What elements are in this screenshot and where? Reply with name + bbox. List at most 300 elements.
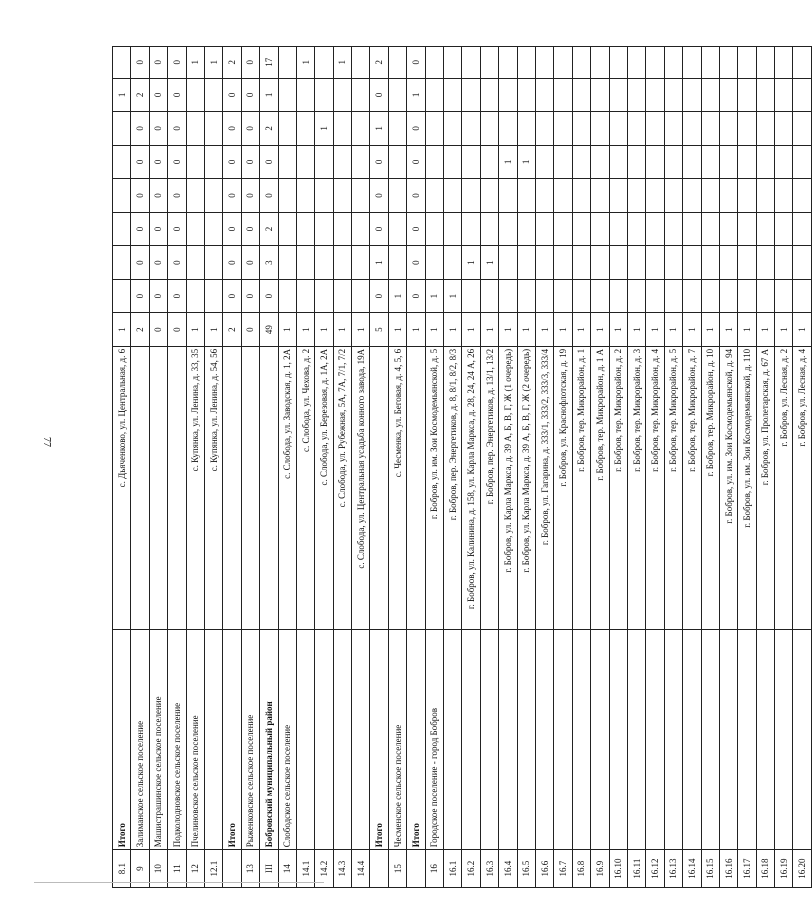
address-cell: с. Слобода, ул. Чехова, д. 2 [296,346,314,629]
value-cell [793,78,811,112]
value-cell: 1 [719,313,737,347]
value-cell: 1 [407,313,425,347]
value-cell [425,145,443,179]
value-cell: 2 [131,78,149,112]
value-cell: 0 [260,179,278,213]
table-row [352,47,370,888]
value-cell [278,246,296,280]
value-cell [517,47,535,79]
value-cell [535,47,553,79]
value-cell: 1 [480,246,498,280]
value-cell [756,179,774,213]
row-number-cell: 14.1 [296,850,314,888]
value-cell [591,47,609,79]
value-cell [535,279,553,313]
row-number-cell [370,850,388,888]
address-cell: с. Слобода, ул. Рубежная, 5А, 7А, 7/1, 7/2 [333,346,351,629]
value-cell [646,179,664,213]
settlement-name-cell: Итого [370,630,388,850]
value-cell: 0 [131,246,149,280]
value-cell [204,212,222,246]
value-cell [204,179,222,213]
value-cell: 0 [241,47,259,79]
value-cell [499,112,517,146]
value-cell [278,47,296,79]
value-cell: 0 [241,145,259,179]
value-cell [462,145,480,179]
value-cell [554,179,572,213]
address-cell: г. Бобров, ул. Калинина, д. 158, ул. Карла Маркса, д. 28, 24, 24 А, 26 [462,346,480,629]
value-cell [113,145,131,179]
settlement-name-cell: Рыженковское сельское поселение [241,630,259,850]
value-cell: 0 [149,279,167,313]
table-row [591,47,609,888]
table-row [627,47,645,888]
table-row [131,47,149,888]
value-cell: 2 [223,47,241,79]
address-cell: г. Бобров, тер. Микрорайон, д. 3 [627,346,645,629]
value-cell: 1 [646,313,664,347]
value-cell [204,279,222,313]
address-cell: г. Бобров, тер. Микрорайон, д. 4 [646,346,664,629]
value-cell [535,179,553,213]
table-row [554,47,572,888]
value-cell [517,78,535,112]
value-cell [756,246,774,280]
value-cell [462,279,480,313]
address-cell [260,346,278,629]
value-cell [793,145,811,179]
value-cell [627,78,645,112]
value-cell [793,212,811,246]
value-cell [204,145,222,179]
value-cell [775,246,793,280]
settlement-name-cell [444,630,462,850]
value-cell: 0 [223,179,241,213]
value-cell [554,145,572,179]
value-cell: 0 [168,112,186,146]
value-cell [499,212,517,246]
address-cell: г. Бобров, ул. им. Зои Космодемьянской, д. 5 [425,346,443,629]
table-row [462,47,480,888]
value-cell: 1 [609,313,627,347]
value-cell: 0 [168,246,186,280]
value-cell [738,47,756,79]
value-cell: 0 [168,279,186,313]
value-cell [646,145,664,179]
value-cell [664,179,682,213]
value-cell: 5 [370,313,388,347]
value-cell [499,78,517,112]
value-cell [186,112,204,146]
value-cell [186,179,204,213]
value-cell [683,179,701,213]
address-cell: г. Бобров, пер. Энергетиков, д. 13/1, 13/2 [480,346,498,629]
value-cell: 1 [627,313,645,347]
value-cell [296,78,314,112]
value-cell: 1 [683,313,701,347]
value-cell [591,78,609,112]
settlement-name-cell [793,630,811,850]
table-row [793,47,811,888]
value-cell [701,179,719,213]
table-row [425,47,443,888]
value-cell: 1 [499,145,517,179]
value-cell [315,179,333,213]
table-row [149,47,167,888]
value-cell [499,279,517,313]
table-row [370,47,388,888]
table-row [646,47,664,888]
value-cell [425,246,443,280]
value-cell: 1 [186,313,204,347]
value-cell [683,47,701,79]
value-cell [113,179,131,213]
value-cell: 1 [278,313,296,347]
value-cell [278,145,296,179]
row-number-cell: 12.1 [204,850,222,888]
value-cell [204,78,222,112]
value-cell: 2 [370,47,388,79]
value-cell [425,179,443,213]
row-number-cell: 16.9 [591,850,609,888]
settlement-name-cell [701,630,719,850]
row-number-cell: 16.13 [664,850,682,888]
value-cell: 1 [315,313,333,347]
rotated-table-wrapper [112,46,808,888]
value-cell: 0 [149,246,167,280]
table-row [296,47,314,888]
settlement-name-cell [646,630,664,850]
value-cell [499,179,517,213]
value-cell: 49 [260,313,278,347]
settlement-name-cell [333,630,351,850]
value-cell: 0 [241,279,259,313]
value-cell [683,279,701,313]
value-cell [609,47,627,79]
table-row [260,47,278,888]
value-cell [388,78,406,112]
value-cell [480,145,498,179]
value-cell: 0 [223,246,241,280]
row-number-cell: 14.2 [315,850,333,888]
value-cell [554,112,572,146]
address-cell [131,346,149,629]
settlement-name-cell [756,630,774,850]
table-row [407,47,425,888]
value-cell: 1 [333,313,351,347]
value-cell [738,212,756,246]
value-cell: 1 [388,279,406,313]
value-cell: 0 [241,212,259,246]
value-cell [756,145,774,179]
value-cell: 1 [793,313,811,347]
value-cell: 1 [260,78,278,112]
settlement-name-cell: Итого [223,630,241,850]
value-cell [535,78,553,112]
value-cell: 1 [388,313,406,347]
settlement-name-cell: Бобровский муниципальный район [260,630,278,850]
data-table [112,46,812,888]
value-cell [793,246,811,280]
value-cell [480,78,498,112]
address-cell [223,346,241,629]
row-number-cell: 16.10 [609,850,627,888]
value-cell: 1 [572,313,590,347]
row-number-cell: 15 [388,850,406,888]
value-cell [701,112,719,146]
value-cell: 0 [370,78,388,112]
row-number-cell: 16.19 [775,850,793,888]
value-cell [591,179,609,213]
row-number-cell: 16.11 [627,850,645,888]
value-cell: 0 [168,78,186,112]
value-cell [683,246,701,280]
value-cell [296,145,314,179]
address-cell: г. Бобров, тер. Микрорайон, д. 5 [664,346,682,629]
value-cell [646,246,664,280]
table-row [315,47,333,888]
value-cell: 0 [223,279,241,313]
value-cell: 0 [168,212,186,246]
value-cell [756,78,774,112]
row-number-cell: 12 [186,850,204,888]
value-cell [701,47,719,79]
value-cell [113,279,131,313]
value-cell: 1 [775,313,793,347]
table-row [204,47,222,888]
value-cell: 1 [517,313,535,347]
row-number-cell: 16.5 [517,850,535,888]
value-cell [793,47,811,79]
value-cell [480,179,498,213]
value-cell [738,179,756,213]
address-cell: г. Бобров, ул. Карла Маркса, д. 39 А, Б, В, Г, Ж (2 очередь) [517,346,535,629]
table-row [113,47,131,888]
value-cell [572,212,590,246]
value-cell [315,47,333,79]
value-cell [113,212,131,246]
value-cell: 1 [425,279,443,313]
table-row [223,47,241,888]
value-cell [646,279,664,313]
value-cell: 2 [260,212,278,246]
settlement-name-cell: Пчелиновское сельское поселение [186,630,204,850]
value-cell [352,112,370,146]
value-cell: 1 [444,279,462,313]
value-cell: 0 [131,212,149,246]
settlement-name-cell [462,630,480,850]
row-number-cell: 16.7 [554,850,572,888]
value-cell: 0 [168,179,186,213]
value-cell [627,47,645,79]
settlement-name-cell [609,630,627,850]
value-cell: 0 [149,47,167,79]
value-cell [425,78,443,112]
row-number-cell: 16.18 [756,850,774,888]
value-cell [352,246,370,280]
settlement-name-cell [204,630,222,850]
value-cell [719,112,737,146]
value-cell [278,212,296,246]
value-cell [775,78,793,112]
address-cell: с. Слобода, ул. Центральная усадьба конного завода, 19А [352,346,370,629]
address-cell: с. Слобода, ул. Березовая, д. 1А, 2А [315,346,333,629]
value-cell [664,112,682,146]
value-cell [627,112,645,146]
row-number-cell: 16.4 [499,850,517,888]
value-cell: 0 [131,279,149,313]
address-cell: г. Бобров, ул. Лесная, д. 4 [793,346,811,629]
value-cell: 0 [149,112,167,146]
settlement-name-cell: Машистрашинское сельское поселение [149,630,167,850]
address-cell [149,346,167,629]
value-cell [756,279,774,313]
address-cell: г. Бобров, ул. Пролетарская, д. 67 А [756,346,774,629]
value-cell [278,279,296,313]
value-cell [352,212,370,246]
settlement-name-cell: Итого [113,630,131,850]
value-cell [591,145,609,179]
value-cell [683,212,701,246]
value-cell [315,78,333,112]
value-cell: 0 [407,145,425,179]
value-cell [296,212,314,246]
table-row [499,47,517,888]
value-cell [683,78,701,112]
value-cell [296,112,314,146]
value-cell: 0 [168,313,186,347]
value-cell [204,246,222,280]
value-cell [719,246,737,280]
settlement-name-cell: Итого [407,630,425,850]
value-cell [738,112,756,146]
value-cell: 0 [223,145,241,179]
value-cell [793,279,811,313]
settlement-name-cell [517,630,535,850]
row-number-cell: 8.1 [113,850,131,888]
row-number-cell: III [260,850,278,888]
value-cell: 1 [113,78,131,112]
value-cell: 0 [131,47,149,79]
table-row [168,47,186,888]
address-cell [241,346,259,629]
value-cell [627,246,645,280]
table-row [444,47,462,888]
value-cell: 17 [260,47,278,79]
value-cell: 0 [260,279,278,313]
table-row [756,47,774,888]
value-cell [793,112,811,146]
table-row [517,47,535,888]
address-cell: г. Бобров, ул. Гагарина, д. 333/1, 333/2, 333/3, 333/4 [535,346,553,629]
value-cell [278,112,296,146]
row-number-cell: 16 [425,850,443,888]
value-cell [480,47,498,79]
value-cell: 2 [260,112,278,146]
value-cell [480,112,498,146]
value-cell [591,246,609,280]
value-cell: 1 [315,112,333,146]
value-cell: 0 [260,145,278,179]
value-cell [535,246,553,280]
value-cell [719,279,737,313]
value-cell: 0 [149,212,167,246]
value-cell: 0 [407,212,425,246]
settlement-name-cell: Слободское сельское поселение [278,630,296,850]
value-cell: 0 [370,212,388,246]
value-cell [186,279,204,313]
value-cell: 1 [425,313,443,347]
settlement-name-cell [627,630,645,850]
row-number-cell: 16.12 [646,850,664,888]
address-cell: с. Чесменка, ул. Беговая, д. 4, 5, 6 [388,346,406,629]
settlement-name-cell [572,630,590,850]
value-cell: 0 [223,112,241,146]
value-cell [352,179,370,213]
row-number-cell: 16.8 [572,850,590,888]
table-row [775,47,793,888]
value-cell: 1 [738,313,756,347]
row-number-cell: 16.15 [701,850,719,888]
value-cell: 0 [407,279,425,313]
value-cell [388,179,406,213]
value-cell [591,212,609,246]
value-cell: 1 [664,313,682,347]
table-row [719,47,737,888]
value-cell [627,179,645,213]
value-cell [572,279,590,313]
settlement-name-cell [535,630,553,850]
value-cell [609,212,627,246]
value-cell [646,47,664,79]
value-cell [186,145,204,179]
value-cell [554,78,572,112]
value-cell: 1 [535,313,553,347]
value-cell [664,145,682,179]
value-cell: 1 [352,313,370,347]
value-cell [627,279,645,313]
value-cell: 1 [444,313,462,347]
value-cell [444,212,462,246]
value-cell [775,279,793,313]
value-cell [186,212,204,246]
value-cell [517,279,535,313]
value-cell [499,246,517,280]
value-cell [278,78,296,112]
value-cell [756,212,774,246]
row-number-cell: 16.3 [480,850,498,888]
value-cell [683,112,701,146]
address-cell: г. Бобров, ул. им. Зои Космодемьянской, д. 94 [719,346,737,629]
value-cell: 0 [131,145,149,179]
value-cell [701,279,719,313]
value-cell: 0 [168,145,186,179]
value-cell: 1 [204,313,222,347]
value-cell: 0 [407,179,425,213]
row-number-cell: 10 [149,850,167,888]
address-cell: г. Бобров, тер. Микрорайон, д. 1 [572,346,590,629]
settlement-name-cell [480,630,498,850]
value-cell [333,179,351,213]
value-cell [554,47,572,79]
value-cell [664,212,682,246]
value-cell [315,279,333,313]
settlement-name-cell [738,630,756,850]
address-cell: с. Купянка, ул. Ленина, д. 54, 56 [204,346,222,629]
value-cell [609,78,627,112]
table-row [738,47,756,888]
